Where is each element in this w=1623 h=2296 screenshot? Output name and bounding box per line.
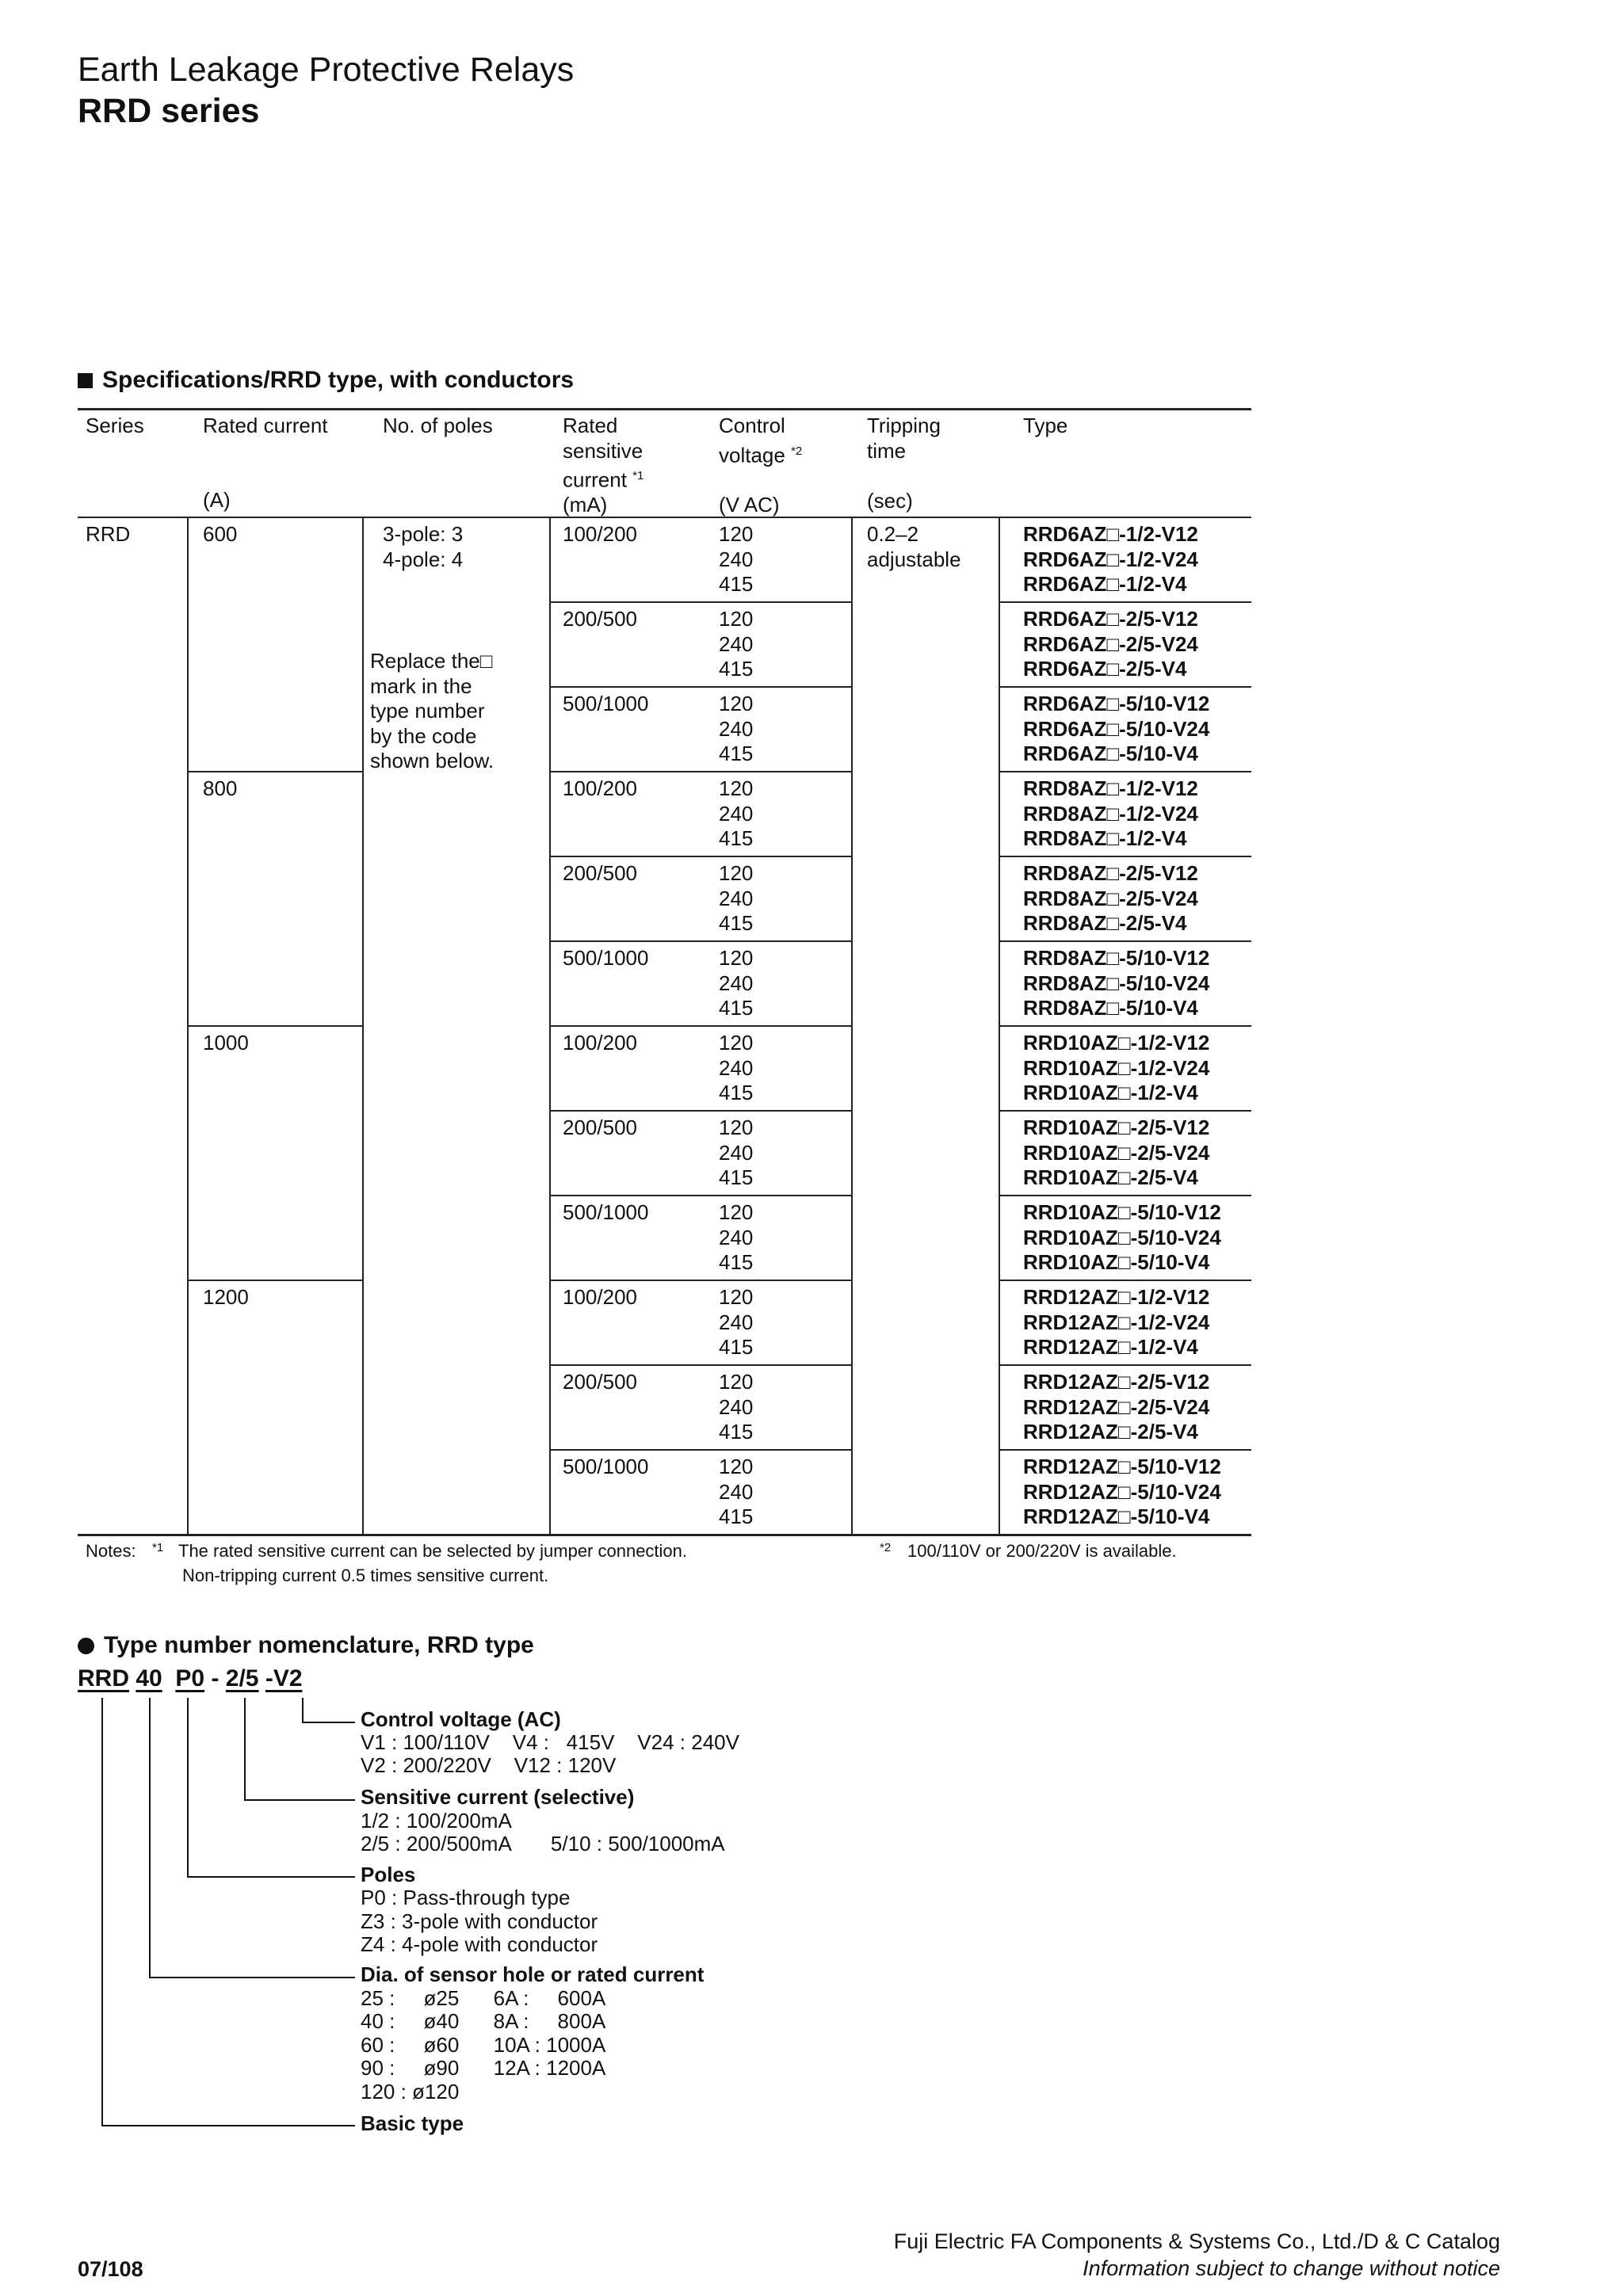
rated-current-cell: 1000: [203, 1031, 249, 1055]
type-code-cell: RRD8AZ□-5/10-V4: [1023, 996, 1198, 1020]
col-header-type: Type: [1023, 414, 1068, 437]
type-code-cell: RRD12AZ□-5/10-V24: [1023, 1479, 1221, 1504]
type-code-cell: RRD6AZ□-1/2-V4: [1023, 572, 1187, 597]
type-code-cell: RRD10AZ□-5/10-V4: [1023, 1250, 1210, 1275]
control-voltage-cell: 415: [719, 1335, 754, 1360]
type-code-cell: RRD6AZ□-2/5-V12: [1023, 607, 1198, 631]
control-voltage-cell: 120: [719, 1116, 754, 1139]
control-voltage-cell: 120: [719, 607, 754, 631]
nom-sensor-title: Dia. of sensor hole or rated current: [361, 1962, 705, 1986]
control-voltage-cell: 240: [719, 801, 754, 826]
type-code-cell: RRD10AZ□-1/2-V4: [1023, 1081, 1198, 1105]
type-code-cell: RRD10AZ□-1/2-V24: [1023, 1055, 1210, 1080]
control-voltage-cell: 415: [719, 826, 754, 851]
nom-sensor-line: 25 : ø25 6A : 600A: [361, 1986, 606, 2010]
type-code-cell: RRD8AZ□-1/2-V12: [1023, 776, 1198, 800]
nom-sensor-line: 40 : ø40 8A : 800A: [361, 2009, 606, 2033]
type-code-cell: RRD10AZ□-5/10-V12: [1023, 1200, 1221, 1224]
page-number: 07/108: [78, 2257, 143, 2281]
footnote-mark: *2: [880, 1541, 892, 1554]
nom-sensitive-line: 2/5 : 200/500mA 5/10 : 500/1000mA: [361, 1832, 725, 1855]
type-code-cell: RRD12AZ□-2/5-V4: [1023, 1420, 1198, 1444]
control-voltage-cell: 120: [719, 1031, 754, 1055]
control-voltage-cell: 240: [719, 1310, 754, 1334]
nom-control-voltage-line: V2 : 200/220V V12 : 120V: [361, 1753, 617, 1777]
nom-sensor-line: 90 : ø90 12A : 1200A: [361, 2056, 606, 2080]
page-subtitle: RRD series: [78, 92, 260, 130]
sensitive-current-cell: 200/500: [563, 1116, 637, 1139]
tripping-cell: 0.2–2 adjustable: [867, 522, 961, 571]
footnote-mark: *1: [152, 1541, 164, 1554]
sensitive-current-cell: 100/200: [563, 522, 637, 546]
leader-sensor-hole: [150, 1698, 355, 1978]
control-voltage-cell: 120: [719, 1370, 754, 1394]
nom-poles-title: Poles: [361, 1863, 416, 1886]
control-voltage-cell: 120: [719, 861, 754, 885]
replace-mark-note: Replace the□ mark in the type number by the code shown below.: [370, 649, 495, 773]
control-voltage-cell: 240: [719, 1225, 754, 1249]
type-code-cell: RRD10AZ□-5/10-V24: [1023, 1225, 1221, 1249]
control-voltage-cell: 415: [719, 1250, 754, 1275]
col-header-poles: No. of poles: [383, 414, 493, 437]
control-voltage-cell: 415: [719, 1081, 754, 1105]
control-voltage-cell: 415: [719, 1165, 754, 1190]
control-voltage-cell: 415: [719, 1505, 754, 1529]
control-voltage-cell: 240: [719, 1479, 754, 1504]
nom-poles-line: Z4 : 4-pole with conductor: [361, 1932, 598, 1956]
control-voltage-cell: 120: [719, 1455, 754, 1478]
control-voltage-cell: 240: [719, 1055, 754, 1080]
code-control-voltage: -V2: [265, 1665, 303, 1691]
sensitive-current-cell: 100/200: [563, 1031, 637, 1055]
nom-sensor-line: 60 : ø60 10A : 1000A: [361, 2033, 606, 2057]
control-voltage-cell: 415: [719, 996, 754, 1020]
control-voltage-cell: 240: [719, 631, 754, 656]
nom-basic-type-title: Basic type: [361, 2111, 464, 2135]
footer-company: Fuji Electric FA Components & Systems Co., Ltd./D & C Catalog: [893, 2229, 1500, 2253]
control-voltage-cell: 415: [719, 742, 754, 766]
control-voltage-cell: 240: [719, 1394, 754, 1419]
type-code-cell: RRD6AZ□-5/10-V4: [1023, 742, 1198, 766]
nom-control-voltage-line: V1 : 100/110V V4 : 415V V24 : 240V: [361, 1730, 739, 1754]
sensitive-current-cell: 500/1000: [563, 1200, 649, 1224]
rated-current-cell: 800: [203, 776, 238, 800]
type-code-cell: RRD10AZ□-2/5-V4: [1023, 1165, 1198, 1190]
type-code-cell: RRD10AZ□-1/2-V12: [1023, 1031, 1210, 1055]
type-code-cell: RRD8AZ□-1/2-V4: [1023, 826, 1187, 851]
leader-poles: [188, 1698, 355, 1877]
control-voltage-cell: 120: [719, 776, 754, 800]
type-code-cell: RRD6AZ□-2/5-V4: [1023, 657, 1187, 681]
type-code-cell: RRD8AZ□-5/10-V12: [1023, 946, 1210, 970]
code-sensitive: 2/5: [225, 1665, 259, 1691]
sensitive-current-cell: 100/200: [563, 776, 637, 800]
sensitive-current-cell: 200/500: [563, 607, 637, 631]
control-voltage-cell: 120: [719, 946, 754, 970]
col-header-series: Series: [86, 414, 144, 437]
control-voltage-cell: 120: [719, 1285, 754, 1309]
footnote-mark: *2: [791, 444, 803, 458]
nom-sensitive-title: Sensitive current (selective): [361, 1785, 635, 1809]
page-title: Earth Leakage Protective Relays: [78, 51, 575, 89]
type-code-cell: RRD12AZ□-1/2-V4: [1023, 1335, 1198, 1360]
sensitive-current-cell: 100/200: [563, 1285, 637, 1309]
control-voltage-cell: 240: [719, 971, 754, 995]
sensitive-current-cell: 500/1000: [563, 1455, 649, 1478]
control-voltage-cell: 240: [719, 716, 754, 741]
control-voltage-cell: 120: [719, 1200, 754, 1224]
control-voltage-cell: 415: [719, 911, 754, 936]
col-header-control-voltage: Control voltage $^{*2}$ (V AC): [719, 414, 803, 517]
type-code-cell: RRD12AZ□-5/10-V12: [1023, 1455, 1221, 1478]
footer-disclaimer: Information subject to change without notice: [1083, 2256, 1500, 2280]
type-code-cell: RRD8AZ□-1/2-V24: [1023, 801, 1198, 826]
type-code-cell: RRD8AZ□-2/5-V24: [1023, 886, 1198, 910]
control-voltage-cell: 120: [719, 692, 754, 715]
nom-poles-line: Z3 : 3-pole with conductor: [361, 1909, 598, 1933]
type-code-cell: RRD12AZ□-2/5-V24: [1023, 1394, 1210, 1419]
code-basic-type: RRD: [78, 1665, 129, 1691]
note-1-subtext: Non-tripping current 0.5 times sensitive current.: [182, 1566, 549, 1585]
control-voltage-cell: 415: [719, 657, 754, 681]
specs-heading: Specifications/RRD type, with conductors: [78, 366, 574, 395]
control-voltage-cell: 240: [719, 886, 754, 910]
type-code-cell: RRD6AZ□-5/10-V24: [1023, 716, 1210, 741]
sensitive-current-cell: 200/500: [563, 861, 637, 885]
nom-sensitive-line: 1/2 : 100/200mA: [361, 1809, 512, 1833]
col-header-rated-current: Rated current: [203, 414, 328, 437]
sensitive-current-cell: 200/500: [563, 1370, 637, 1394]
code-separator: -: [211, 1665, 220, 1691]
rated-current-cell: 600: [203, 522, 238, 546]
nom-poles-line: P0 : Pass-through type: [361, 1886, 571, 1909]
nomenclature-heading: Type number nomenclature, RRD type: [78, 1631, 534, 1660]
notes-label: Notes:: [86, 1541, 136, 1561]
type-code-cell: RRD6AZ□-5/10-V12: [1023, 692, 1210, 715]
type-code-cell: RRD12AZ□-2/5-V12: [1023, 1370, 1210, 1394]
type-code-cell: RRD6AZ□-2/5-V24: [1023, 631, 1198, 656]
sensitive-current-cell: 500/1000: [563, 692, 649, 715]
leader-sensitive: [245, 1698, 355, 1800]
type-code-cell: RRD10AZ□-2/5-V24: [1023, 1140, 1210, 1165]
nom-sensor-line: 120 : ø120: [361, 2080, 460, 2103]
code-poles: P0: [175, 1665, 205, 1691]
type-code-cell: RRD12AZ□-5/10-V4: [1023, 1505, 1210, 1529]
rated-current-cell: 1200: [203, 1285, 249, 1309]
col-header-tripping: Tripping time (sec): [867, 414, 941, 513]
type-code-cell: RRD6AZ□-1/2-V12: [1023, 522, 1198, 546]
footnote-mark: *1: [632, 469, 644, 483]
code-sensor-hole: 40: [136, 1665, 162, 1691]
control-voltage-cell: 415: [719, 572, 754, 597]
type-code-cell: RRD6AZ□-1/2-V24: [1023, 547, 1198, 571]
series-cell: RRD: [86, 522, 131, 546]
control-voltage-cell: 240: [719, 547, 754, 571]
type-code-cell: RRD8AZ□-2/5-V12: [1023, 861, 1198, 885]
control-voltage-cell: 120: [719, 522, 754, 546]
type-code-cell: RRD10AZ□-2/5-V12: [1023, 1116, 1210, 1139]
poles-cell: 3-pole: 3 4-pole: 4: [383, 522, 464, 571]
leader-control-voltage: [303, 1698, 355, 1722]
type-code-cell: RRD8AZ□-5/10-V24: [1023, 971, 1210, 995]
note-2-text: 100/110V or 200/220V is available.: [907, 1541, 1177, 1561]
type-code-cell: RRD12AZ□-1/2-V12: [1023, 1285, 1210, 1309]
type-code-cell: RRD12AZ□-1/2-V24: [1023, 1310, 1210, 1334]
note-1-text: The rated sensitive current can be selected by jumper connection.: [178, 1541, 688, 1561]
sensitive-current-cell: 500/1000: [563, 946, 649, 970]
nom-control-voltage-title: Control voltage (AC): [361, 1707, 561, 1731]
type-code-cell: RRD8AZ□-2/5-V4: [1023, 911, 1187, 936]
col-header-rated-current-unit: (A): [203, 488, 231, 512]
control-voltage-cell: 415: [719, 1420, 754, 1444]
control-voltage-cell: 240: [719, 1140, 754, 1165]
col-header-sensitive: Rated sensitive current $^{*1}$ (mA): [563, 414, 644, 517]
leader-basic-type: [102, 1698, 355, 2126]
